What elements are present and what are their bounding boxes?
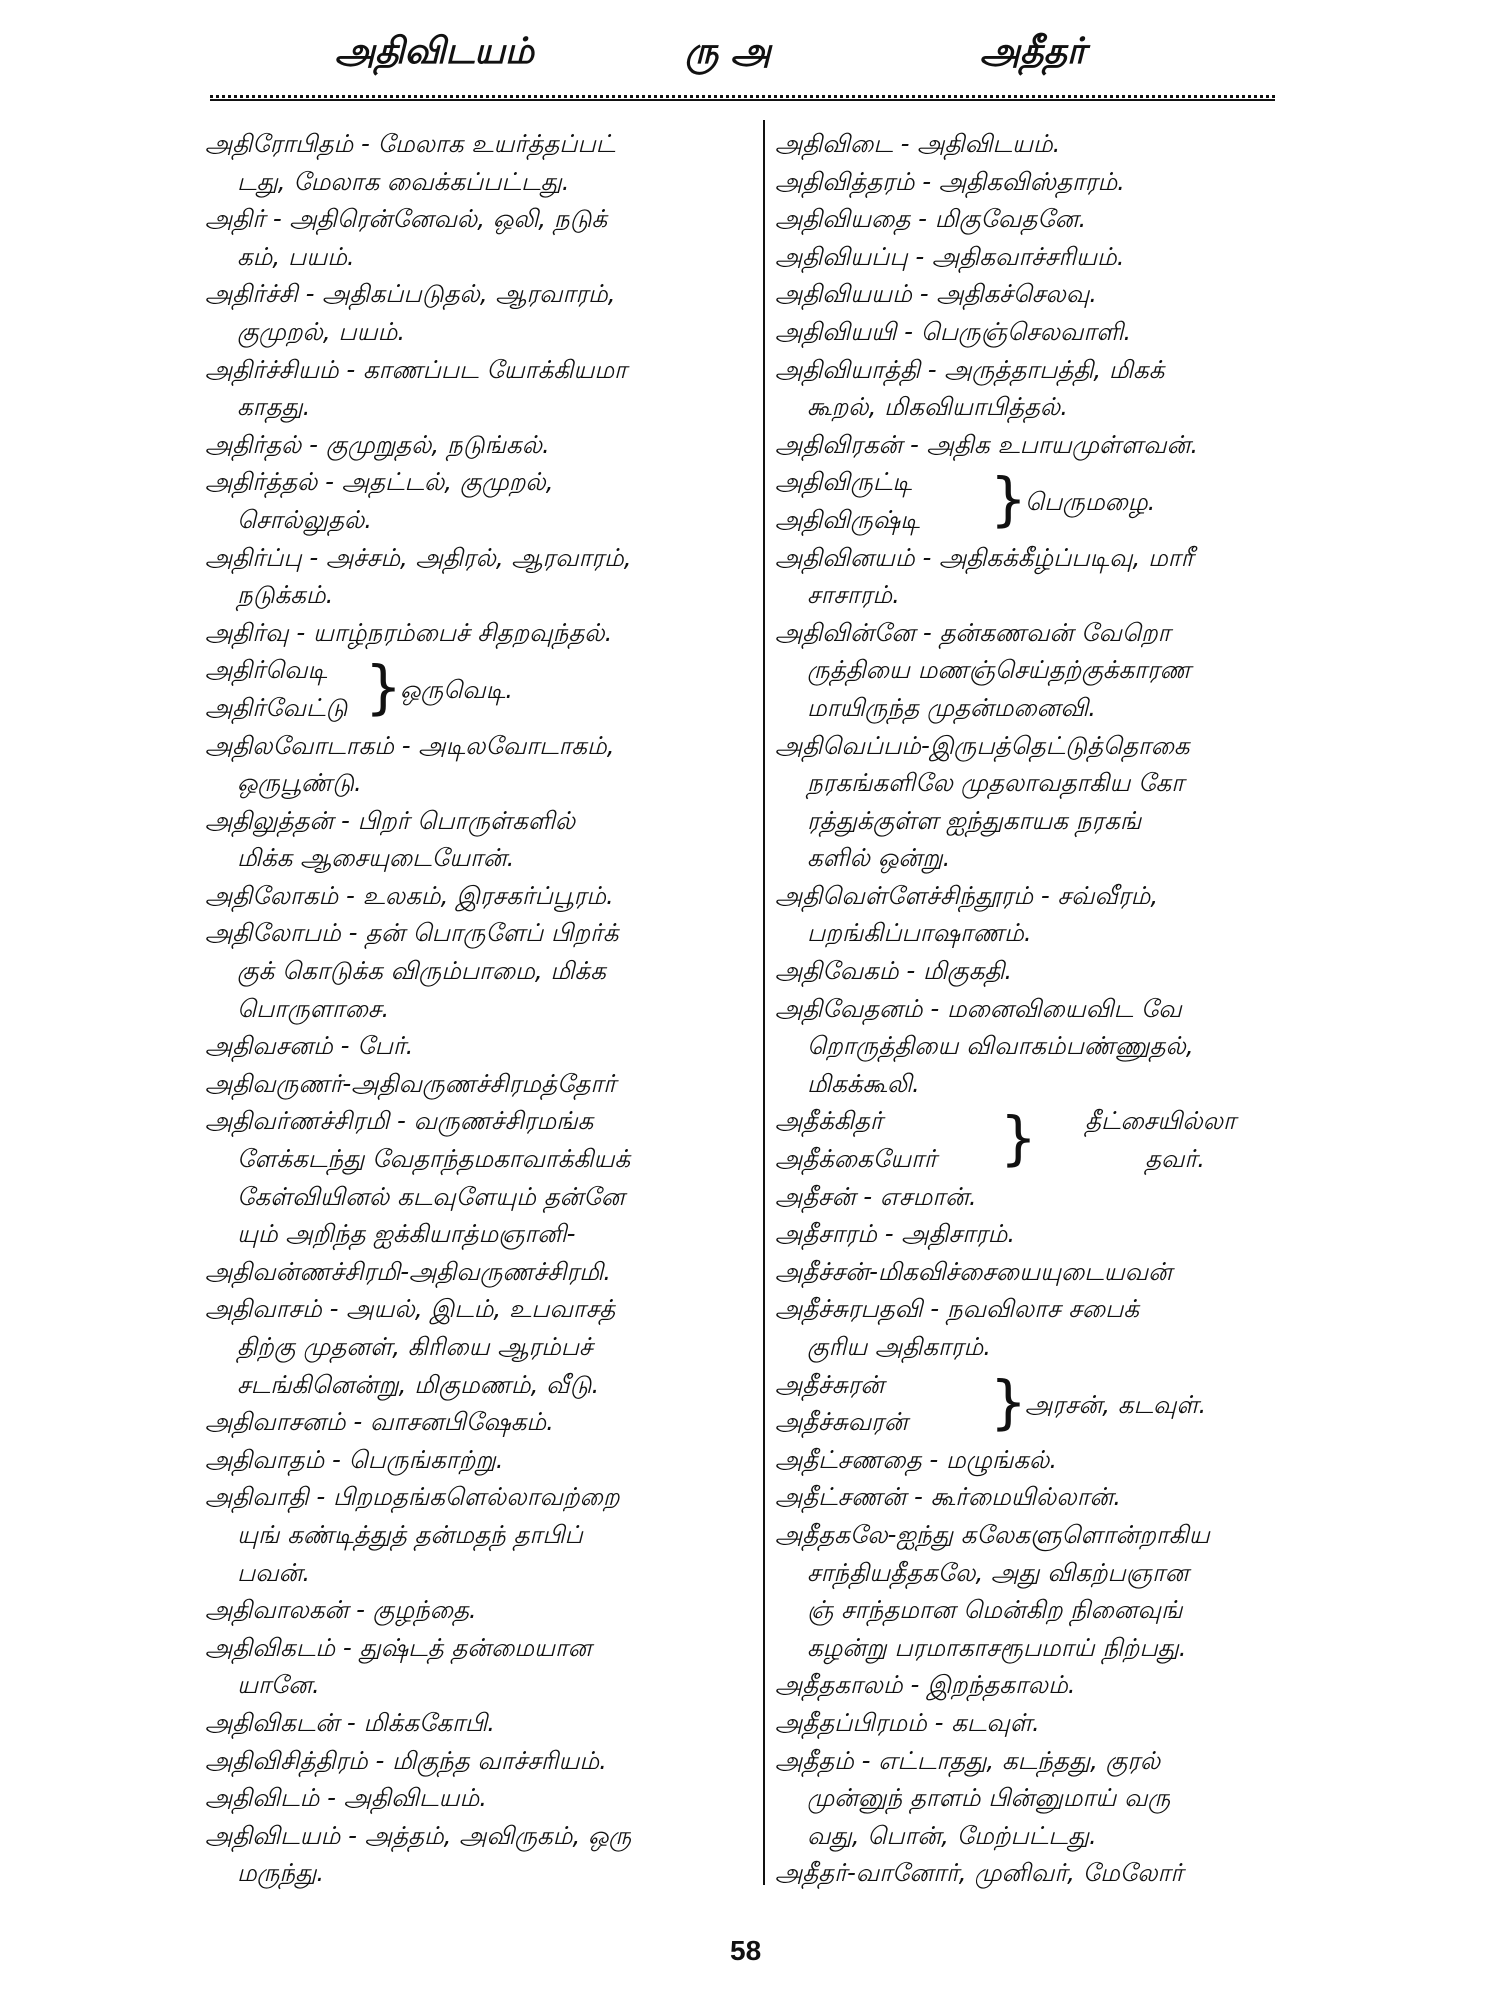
entry-continuation: வது, பொன், மேற்பட்டது. <box>807 1820 1097 1850</box>
entry-line: அதிவேகம் - மிகுகதி. <box>775 956 1013 986</box>
bracketed-entry-group <box>775 1366 1320 1441</box>
entry-line: அதிலோகம் - உலகம், இரசகர்ப்பூரம். <box>205 880 614 910</box>
entry-line: அதிவாலகன் - குழந்தை. <box>205 1595 477 1625</box>
entry-continuation: குமுறல், பயம். <box>237 316 406 346</box>
entry-continuation: மிக்க ஆசையுடையோன். <box>237 843 515 873</box>
entry-line: அதிவிடயம் - அத்தம், அவிருகம், ஒரு <box>205 1820 632 1850</box>
entry-line: அதிவிகடன் - மிக்ககோபி. <box>205 1707 495 1737</box>
entry-line: அதிலோபம் - தன் பொருளேப் பிறர்க் <box>205 918 619 948</box>
entry-meaning: ஒருவெடி. <box>400 675 514 705</box>
page-header <box>0 22 1500 92</box>
entry-line: அதீசன் - எசமான். <box>775 1181 977 1211</box>
entry-continuation: ளேக்கடந்து வேதாந்தமகாவாக்கியக் <box>237 1144 631 1174</box>
curly-brace: } <box>1000 1104 1037 1173</box>
entry-continuation: கூறல், மிகவியாபித்தல். <box>807 392 1069 422</box>
entry-line: அதீதப்பிரமம் - கடவுள். <box>775 1707 1040 1737</box>
entry-line: அதிவிருட்டி <box>775 467 912 497</box>
column-divider <box>763 120 765 1885</box>
entry-line: அதிர்வெடி <box>205 655 328 685</box>
entry-meaning: அரசன், கடவுள். <box>1025 1389 1207 1419</box>
entry-continuation: நடுக்கம். <box>237 580 334 610</box>
entry-continuation: காதது. <box>237 392 311 422</box>
entry-line: அதிவிசித்திரம் - மிகுந்த வாச்சரியம். <box>205 1745 607 1775</box>
entry-continuation: முன்னுந் தாளம் பின்னுமாய் வரு <box>807 1783 1171 1813</box>
entry-line: அதீதகலே-ஐந்து கலேகளுளொன்றாகிய <box>775 1519 1210 1549</box>
entry-line: அதீசாரம் - அதிசாரம். <box>775 1219 1016 1249</box>
header-section-mark: ரு அ <box>685 30 771 72</box>
entry-line: அதிவர்ணச்சிரமி - வருணச்சிரமங்க <box>205 1106 594 1136</box>
entry-line: அதிவிடம் - அதிவிடயம். <box>205 1783 487 1813</box>
bracketed-entry-group <box>775 1102 1320 1177</box>
entry-line: அதிவசனம் - பேர். <box>205 1031 414 1061</box>
entry-meaning: தவர். <box>1145 1144 1205 1174</box>
entry-continuation: களில் ஒன்று. <box>807 843 951 873</box>
header-dotted-rule <box>210 95 1275 98</box>
entry-line: அதிவாதம் - பெருங்காற்று. <box>205 1444 504 1474</box>
entry-line: அதிவின்னே - தன்கணவன் வேறொ <box>775 617 1171 647</box>
curly-brace: } <box>365 653 402 722</box>
entry-line: அதீச்சுரன் <box>775 1369 885 1399</box>
page-number: 58 <box>730 1935 762 1966</box>
entry-line: அதிர்வு - யாழ்நரம்பைச் சிதறவுந்தல். <box>205 617 613 647</box>
entry-continuation: பொருளாசை. <box>237 993 390 1023</box>
right-column <box>775 125 1320 1892</box>
entry-line: அதிவிடை - அதிவிடயம். <box>775 129 1061 158</box>
entry-continuation: சடங்கினென்று, மிகுமணம், வீடு. <box>237 1369 600 1399</box>
entry-line: அதிவெப்பம்-இருபத்தெட்டுத்தொகை <box>775 730 1190 760</box>
entry-line: அதிர்ப்பு - அச்சம், அதிரல், ஆரவாரம், <box>205 542 632 572</box>
entry-line: அதீதம் - எட்டாதது, கடந்தது, குரல் <box>775 1745 1161 1775</box>
entry-line: அதிர்த்தல் - அதட்டல், குமுறல், <box>205 467 554 497</box>
entry-continuation: டது, மேலாக வைக்கப்பட்டது. <box>237 166 570 196</box>
entry-line: அதிவிரகன் - அதிக உபாயமுள்ளவன். <box>775 429 1199 459</box>
entry-continuation: யும் அறிந்த ஐக்கியாத்மஞானி- <box>237 1219 576 1249</box>
header-rule <box>210 99 1275 101</box>
entry-line: அதிரோபிதம் - மேலாக உயர்த்தப்பட் <box>205 129 616 158</box>
entry-continuation: கேள்வியினல் கடவுளேயும் தன்னே <box>237 1181 625 1211</box>
entry-continuation: சாசாரம். <box>807 580 900 610</box>
entry-continuation: மிகக்கூலி. <box>807 1068 920 1098</box>
entry-line: அதீக்கையோர் <box>775 1144 937 1174</box>
entry-line: அதிவாசம் - அயல், இடம், உபவாசத் <box>205 1294 616 1324</box>
entry-continuation: ரத்துக்குள்ள ஐந்துகாயக நரகங் <box>807 805 1142 835</box>
entry-line: அதிவெள்ளேச்சிந்தூரம் - சவ்வீரம், <box>775 880 1159 910</box>
entry-line: அதிர்வேட்டு <box>205 692 348 722</box>
header-last-word: அதீதர் <box>980 30 1086 72</box>
entry-continuation: மாயிருந்த முதன்மனைவி. <box>807 692 1097 722</box>
entry-line: அதிவிகடம் - துஷ்டத் தன்மையான <box>205 1632 592 1662</box>
entry-line: அதீதகாலம் - இறந்தகாலம். <box>775 1670 1076 1700</box>
entry-line: அதீதர்-வானோர், முனிவர், மேலோர் <box>775 1858 1184 1888</box>
entry-line: அதிவியயி - பெருஞ்செலவாளி. <box>775 316 1132 346</box>
curly-brace: } <box>990 1367 1027 1436</box>
entry-line: அதீட்சணதை - மழுங்கல். <box>775 1444 1058 1474</box>
entry-continuation: குக் கொடுக்க விரும்பாமை, மிக்க <box>237 956 606 986</box>
entry-line: அதிவியாத்தி - அருத்தாபத்தி, மிகக் <box>775 354 1165 384</box>
entry-line: அதிவியப்பு - அதிகவாச்சரியம். <box>775 241 1125 271</box>
curly-brace: } <box>990 465 1027 534</box>
entry-meaning: தீட்சையில்லா <box>1085 1106 1236 1136</box>
entry-line: அதிலவோடாகம் - அடிலவோடாகம், <box>205 730 615 760</box>
entry-line: அதிவித்தரம் - அதிகவிஸ்தாரம். <box>775 166 1125 196</box>
entry-line: அதீச்சுவரன் <box>775 1407 908 1437</box>
entry-continuation: மருந்து. <box>237 1858 325 1888</box>
entry-line: அதீக்கிதர் <box>775 1106 883 1136</box>
bracketed-entry-group <box>205 651 755 726</box>
entry-line: அதிவினயம் - அதிகக்கீழ்ப்படிவு, மாரீ <box>775 542 1194 572</box>
entry-continuation: ஞ் சாந்தமான மென்கிற நினைவுங் <box>807 1595 1183 1625</box>
entry-line: அதீட்சணன் - கூர்மையில்லான். <box>775 1482 1122 1512</box>
entry-line: அதிவன்ணச்சிரமி-அதிவருணச்சிரமி. <box>205 1256 611 1286</box>
entry-continuation: குரிய அதிகாரம். <box>807 1332 991 1361</box>
entry-continuation: பவன். <box>237 1557 311 1587</box>
entry-continuation: றொருத்தியை விவாகம்பண்ணுதல், <box>807 1031 1194 1061</box>
entry-continuation: ஒருபூண்டு. <box>237 768 362 798</box>
entry-line: அதிர்ச்சி - அதிகப்படுதல், ஆரவாரம், <box>205 279 616 309</box>
entry-line: அதிவியதை - மிகுவேதனே. <box>775 204 1087 234</box>
entry-continuation: சாந்தியதீதகலே, அது விகற்பஞான <box>807 1557 1189 1587</box>
entry-line: அதிவேதனம் - மனைவியைவிட வே <box>775 993 1182 1023</box>
entry-line: அதிவாசனம் - வாசனபிஷேகம். <box>205 1407 554 1437</box>
entry-line: அதீச்சன்-மிகவிச்சையையுடையவன் <box>775 1256 1172 1286</box>
entry-meaning: பெருமழை. <box>1025 487 1156 517</box>
entry-line: அதிவருணர்-அதிவருணச்சிரமத்தோர் <box>205 1068 616 1098</box>
entry-continuation: கழன்று பரமாகாசரூபமாய் நிற்பது. <box>807 1632 1187 1662</box>
header-first-word: அதிவிடயம் <box>335 30 534 72</box>
entry-line: அதிவாதி - பிறமதங்களெல்லாவற்றை <box>205 1482 620 1512</box>
entry-continuation: பறங்கிப்பாஷாணம். <box>807 918 1032 948</box>
bracketed-entry-group <box>775 463 1320 538</box>
entry-line: அதிர்ச்சியம் - காணப்பட யோக்கியமா <box>205 354 627 384</box>
entry-continuation: நரகங்களிலே முதலாவதாகிய கோ <box>807 768 1185 798</box>
entry-continuation: சொல்லுதல். <box>237 504 373 534</box>
entry-line: அதிர்தல் - குமுறுதல், நடுங்கல். <box>205 429 550 459</box>
entry-line: அதிலுத்தன் - பிறர் பொருள்களில் <box>205 805 576 835</box>
entry-continuation: ருத்தியை மணஞ்செய்தற்குக்காரண <box>807 655 1191 685</box>
left-column <box>205 125 755 1892</box>
entry-line: அதிவிருஷ்டி <box>775 504 920 534</box>
entry-line: அதீச்சுரபதவி - நவவிலாச சபைக் <box>775 1294 1140 1324</box>
entry-continuation: யானே. <box>237 1670 320 1700</box>
entry-line: அதிர் - அதிரென்னேவல், ஒலி, நடுக் <box>205 204 608 234</box>
entry-continuation: திற்கு முதனள், கிரியை ஆரம்பச் <box>237 1332 593 1361</box>
entry-continuation: யுங் கண்டித்துத் தன்மதந் தாபிப் <box>237 1519 583 1549</box>
entry-line: அதிவியயம் - அதிகச்செலவு. <box>775 279 1098 309</box>
entry-continuation: கம், பயம். <box>237 241 355 271</box>
